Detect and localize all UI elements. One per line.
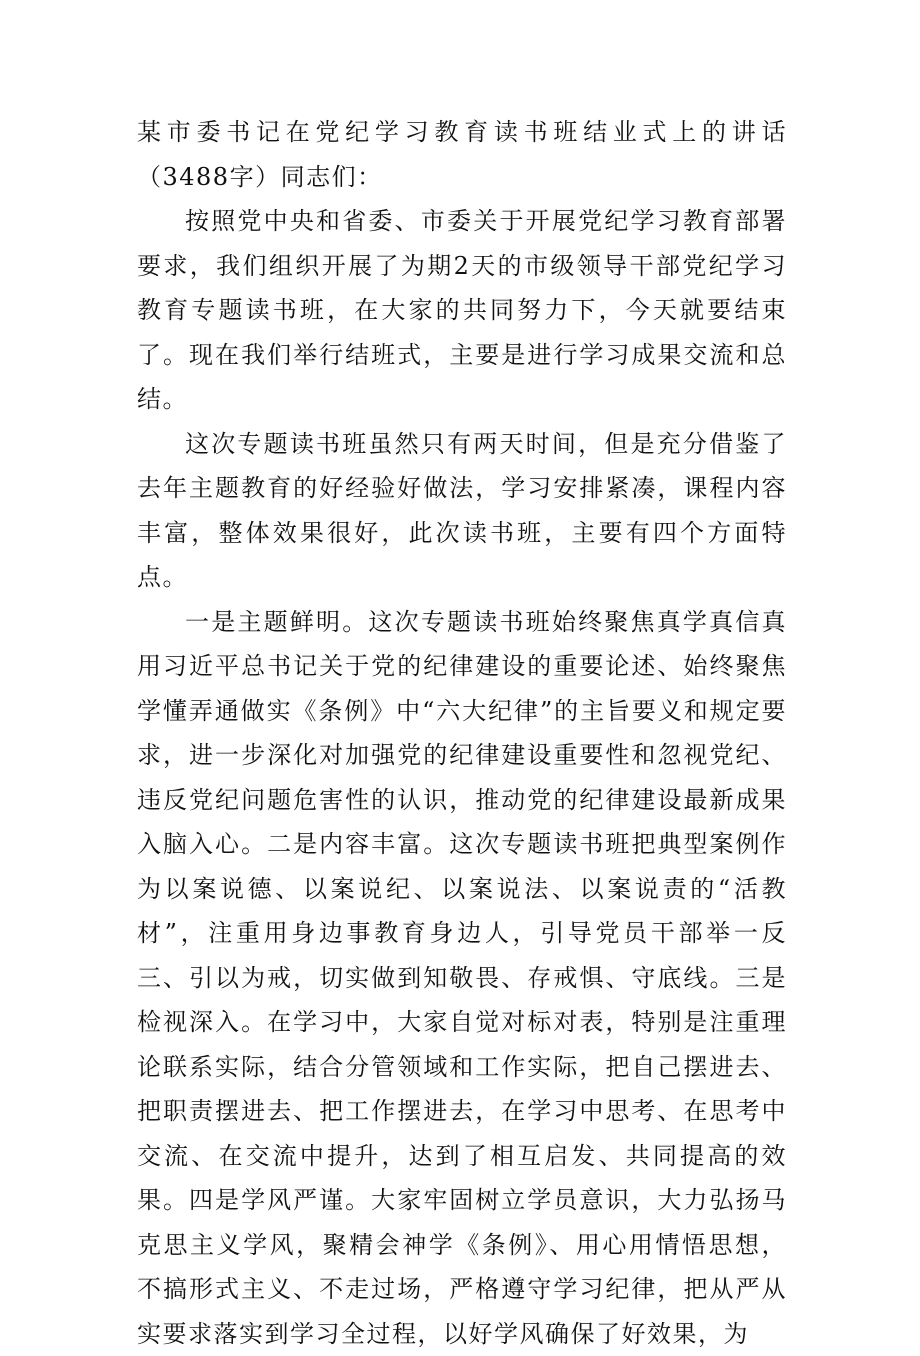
speech-title: 某市委书记在党纪学习教育读书班结业式上的讲话（3488字）同志们： (137, 110, 787, 199)
document-body (137, 110, 787, 1356)
paragraph-intro: 按照党中央和省委、市委关于开展党纪学习教育部署要求，我们组织开展了为期2天的市级领导干部党纪学习教育专题读书班，在大家的共同努力下，今天就要结束了。现在我们举行结班式，主要是进行学习成果交流和总结。 (137, 199, 787, 422)
paragraph-features: 一是主题鲜明。这次专题读书班始终聚焦真学真信真用习近平总书记关于党的纪律建设的重要论述、始终聚焦学懂弄通做实《条例》中“六大纪律”的主旨要义和规定要求，进一步深化对加强党的纪律建设重要性和忽视党纪、违反党纪问题危害性的认识，推动党的纪律建设最新成果入脑入心。二是内容丰富。这次专题读书班把典型案例作为以案说德、以案说纪、以案说法、以案说责的“活教材”，注重用身边事教育身边人，引导党员干部举一反三、引以为戒，切实做到知敬畏、存戒惧、守底线。三是检视深入。在学习中，大家自觉对标对表，特别是注重理论联系实际，结合分管领域和工作实际，把自己摆进去、把职责摆进去、把工作摆进去，在学习中思考、在思考中交流、在交流中提升，达到了相互启发、共同提高的效果。四是学风严谨。大家牢固树立学员意识，大力弘扬马克思主义学风，聚精会神学《条例》、用心用情悟思想，不搞形式主义、不走过场，严格遵守学习纪律，把从严从实要求落实到学习全过程，以好学风确保了好效果，为 (137, 600, 787, 1356)
paragraph-overview: 这次专题读书班虽然只有两天时间，但是充分借鉴了去年主题教育的好经验好做法，学习安排紧凑，课程内容丰富，整体效果很好，此次读书班，主要有四个方面特点。 (137, 422, 787, 600)
